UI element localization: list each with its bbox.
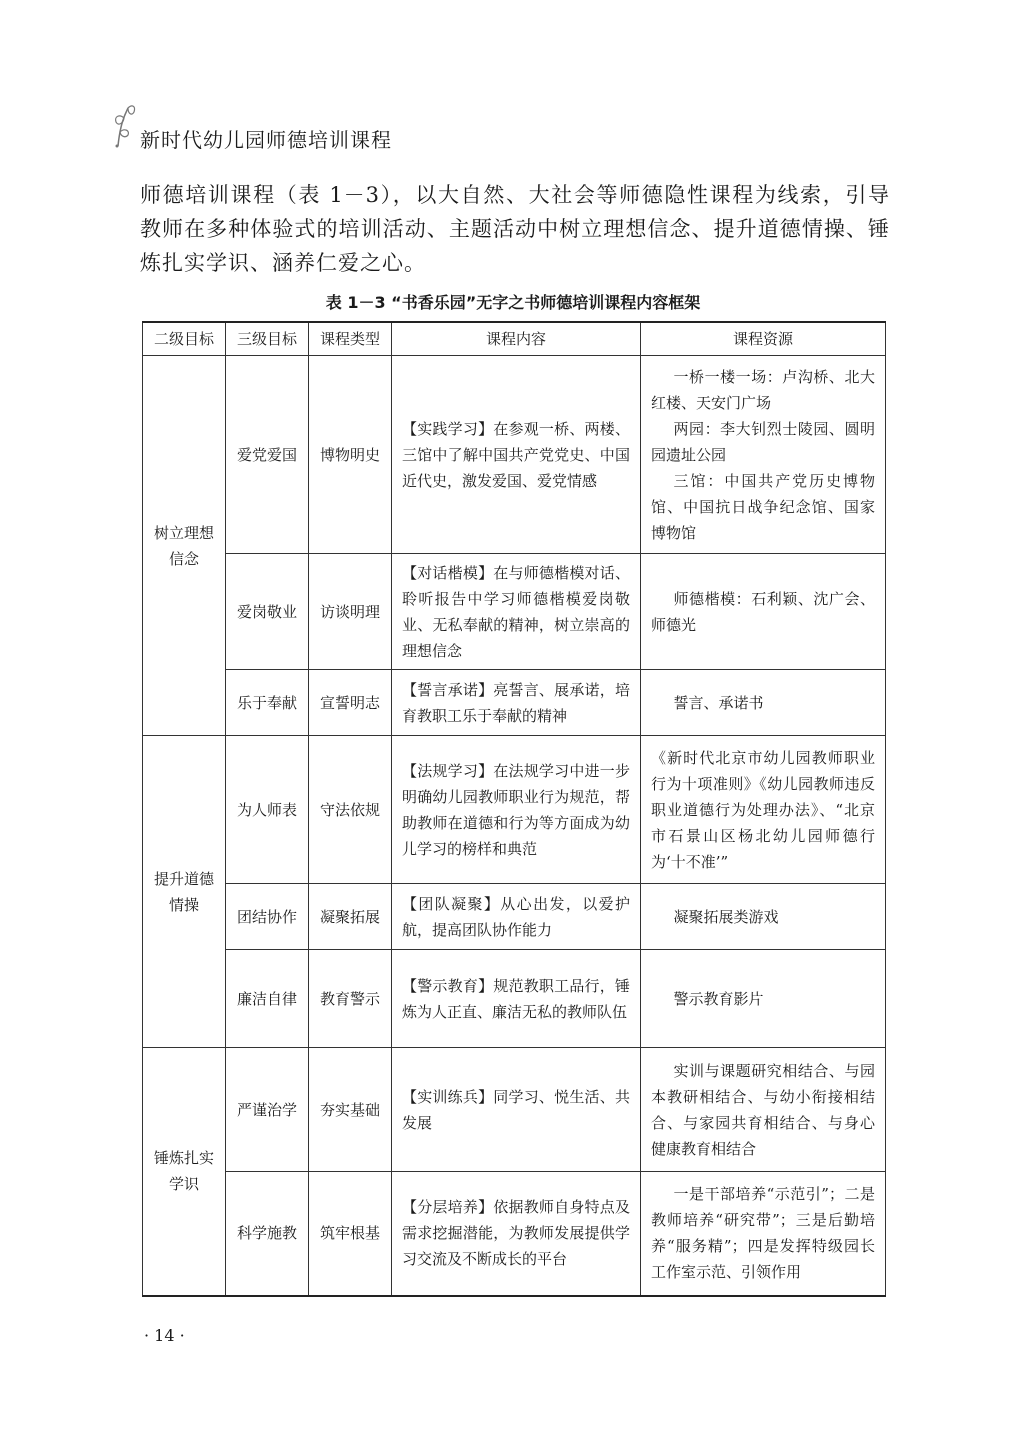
resource-line: 一是干部培养“示范引”；二是教师培养“研究带”；三是后勤培养“服务精”；四是发挥特级园长工作室示范、引领作用 bbox=[651, 1185, 875, 1282]
resource-line: 实训与课题研究相结合、与园本教研相结合、与幼小衔接相结合、与家园共育相结合、与身心健康教育相结合 bbox=[651, 1061, 875, 1158]
content-cell: 【誓言承诺】亮誓言、展承诺，培育教职工乐于奉献的精神 bbox=[392, 670, 641, 736]
resource-line: 两园：李大钊烈士陵园、圆明园遗址公园 bbox=[651, 419, 875, 464]
goal-cell: 树立理想信念 bbox=[143, 356, 226, 736]
header-cell: 二级目标 bbox=[143, 322, 226, 356]
resource-cell bbox=[641, 554, 886, 670]
type-cell: 夯实基础 bbox=[309, 1048, 392, 1172]
resource-line: 师德楷模：石利颖、沈广会、师德光 bbox=[651, 589, 875, 634]
goal-cell: 提升道德情操 bbox=[143, 736, 226, 1048]
type-cell: 宣誓明志 bbox=[309, 670, 392, 736]
content-cell: 【实训练兵】同学习、悦生活、共发展 bbox=[392, 1048, 641, 1172]
flower-sprig-icon bbox=[106, 102, 140, 152]
table-row bbox=[143, 736, 886, 884]
table-row bbox=[143, 884, 886, 950]
table-header-row bbox=[143, 322, 886, 356]
resource-line: 三馆：中国共产党历史博物馆、中国抗日战争纪念馆、国家博物馆 bbox=[651, 471, 875, 542]
type-cell: 守法依规 bbox=[309, 736, 392, 884]
level3-cell: 爱党爱国 bbox=[226, 356, 309, 554]
type-cell: 筑牢根基 bbox=[309, 1172, 392, 1296]
table-row bbox=[143, 1048, 886, 1172]
resource-line: 凝聚拓展类游戏 bbox=[673, 907, 779, 926]
goal-cell: 锤炼扎实学识 bbox=[143, 1048, 226, 1296]
page-number: · 14 · bbox=[144, 1326, 185, 1345]
course-framework-table bbox=[142, 321, 886, 1297]
header-cell: 课程类型 bbox=[309, 322, 392, 356]
intro-paragraph-text: 师德培训课程（表 1－3），以大自然、大社会等师德隐性课程为线索，引导教师在多种体验式的培训活动、主题活动中树立理想信念、提升道德情操、锤炼扎实学识、涵养仁爱之心。 bbox=[140, 183, 890, 275]
resource-cell bbox=[641, 884, 886, 950]
content-cell: 【对话楷模】在与师德楷模对话、聆听报告中学习师德楷模爱岗敬业、无私奉献的精神，树立崇高的理想信念 bbox=[392, 554, 641, 670]
content-cell: 【实践学习】在参观一桥、两楼、三馆中了解中国共产党党史、中国近代史，激发爱国、爱党情感 bbox=[392, 356, 641, 554]
resource-cell bbox=[641, 1172, 886, 1296]
header-cell: 课程资源 bbox=[641, 322, 886, 356]
level3-cell: 团结协作 bbox=[226, 884, 309, 950]
level3-cell: 为人师表 bbox=[226, 736, 309, 884]
table-row bbox=[143, 356, 886, 554]
content-cell: 【分层培养】依据教师自身特点及需求挖掘潜能，为教师发展提供学习交流及不断成长的平台 bbox=[392, 1172, 641, 1296]
level3-cell: 廉洁自律 bbox=[226, 950, 309, 1048]
resource-line: 誓言、承诺书 bbox=[673, 693, 764, 712]
resource-line: 一桥一楼一场：卢沟桥、北大红楼、天安门广场 bbox=[651, 367, 875, 412]
type-cell: 访谈明理 bbox=[309, 554, 392, 670]
type-cell: 凝聚拓展 bbox=[309, 884, 392, 950]
content-cell: 【警示教育】规范教职工品行，锤炼为人正直、廉洁无私的教师队伍 bbox=[392, 950, 641, 1048]
resource-cell bbox=[641, 736, 886, 884]
type-cell: 博物明史 bbox=[309, 356, 392, 554]
level3-cell: 科学施教 bbox=[226, 1172, 309, 1296]
type-cell: 教育警示 bbox=[309, 950, 392, 1048]
level3-cell: 爱岗敬业 bbox=[226, 554, 309, 670]
content-cell: 【法规学习】在法规学习中进一步明确幼儿园教师职业行为规范，帮助教师在道德和行为等方面成为幼儿学习的榜样和典范 bbox=[392, 736, 641, 884]
level3-cell: 乐于奉献 bbox=[226, 670, 309, 736]
resource-line: 《新时代北京市幼儿园教师职业行为十项准则》《幼儿园教师违反职业道德行为处理办法》、“北京市石景山区杨北幼儿园师德行为‘十不准’” bbox=[651, 748, 875, 871]
resource-cell bbox=[641, 670, 886, 736]
header-cell: 三级目标 bbox=[226, 322, 309, 356]
intro-paragraph bbox=[140, 178, 890, 280]
content-cell: 【团队凝聚】从心出发，以爱护航，提高团队协作能力 bbox=[392, 884, 641, 950]
running-header-title: 新时代幼儿园师德培训课程 bbox=[140, 128, 392, 152]
level3-cell: 严谨治学 bbox=[226, 1048, 309, 1172]
table-row bbox=[143, 950, 886, 1048]
table-row bbox=[143, 670, 886, 736]
resource-line: 警示教育影片 bbox=[673, 989, 764, 1008]
resource-cell bbox=[641, 950, 886, 1048]
header-cell: 课程内容 bbox=[392, 322, 641, 356]
table-row bbox=[143, 554, 886, 670]
resource-cell bbox=[641, 1048, 886, 1172]
resource-cell bbox=[641, 356, 886, 554]
table-row bbox=[143, 1172, 886, 1296]
table-caption: 表 1－3 “书香乐园”无字之书师德培训课程内容框架 bbox=[325, 293, 701, 312]
